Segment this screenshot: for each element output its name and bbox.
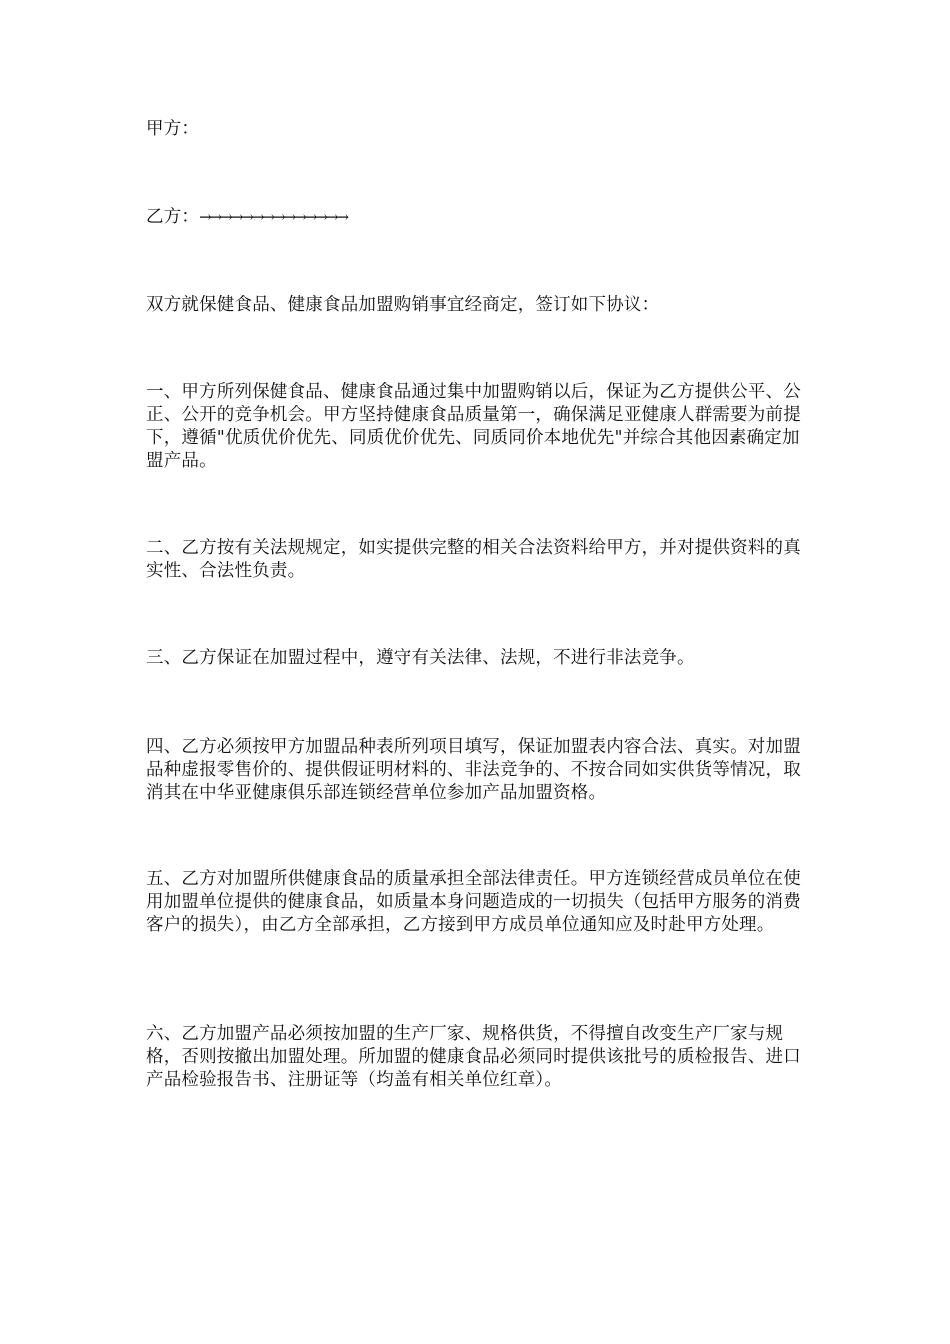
clause-3: 三、乙方保证在加盟过程中，遵守有关法律、法规，不进行非法竞争。: [146, 648, 695, 668]
clause-2: 二、乙方按有关法规规定，如实提供完整的相关合法资料给甲方，并对提供资料的真实性、合法性负责。: [146, 538, 801, 581]
party-a-line: [146, 118, 806, 141]
party-b-blank: →→→→→→→→→→→→→→: [199, 208, 348, 226]
clause-6: 六、乙方加盟产品必须按加盟的生产厂家、规格供货，不得擅自改变生产厂家与规格，否则按撤出加盟处理。所加盟的健康食品必须同时提供该批号的质检报告、进口产品检验报告书、注册证等（均盖有相关单位红章）。: [146, 1024, 801, 1090]
party-a-label: 甲方：: [146, 119, 200, 139]
clause-1: 一、甲方所列保健食品、健康食品通过集中加盟购销以后，保证为乙方提供公平、公正、公开的竞争机会。甲方坚持健康食品质量第一，确保满足亚健康人群需要为前提下，遵循"优质优价优先、同质优价优先、同质同价本地优先"并综合其他因素确定加盟产品。: [146, 382, 801, 471]
intro-paragraph: 双方就保健食品、健康食品加盟购销事宜经商定，签订如下协议：: [146, 295, 660, 315]
clause-4: 四、乙方必须按甲方加盟品种表所列项目填写，保证加盟表内容合法、真实。对加盟品种虚报零售价的、提供假证明材料的、非法竞争的、不按合同如实供货等情况，取消其在中华亚健康俱乐部连锁经营单位参加产品加盟资格。: [146, 737, 801, 803]
clause-5: 五、乙方对加盟所供健康食品的质量承担全部法律责任。甲方连锁经营成员单位在使用加盟单位提供的健康食品，如质量本身问题造成的一切损失（包括甲方服务的消费客户的损失），由乙方全部承担，乙方接到甲方成员单位通知应及时赴甲方处理。: [146, 869, 801, 935]
party-b-line: [146, 206, 806, 229]
party-b-label: 乙方：: [146, 207, 200, 227]
